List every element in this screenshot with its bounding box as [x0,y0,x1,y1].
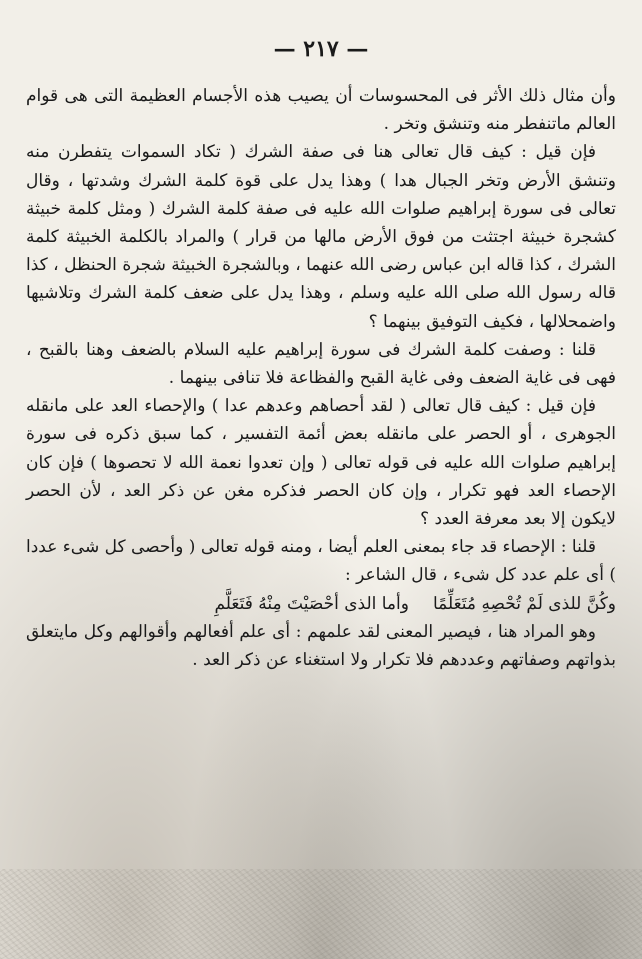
page-number: — ٢١٧ — [273,36,369,62]
page-body [26,82,616,674]
paragraph-1: وأن مثال ذلك الأثر فى المحسوسات أن يصيب هذه الأجسام العظيمة التى هى قوام العالم ماتنفطر منه وتنشق وتخر . [26,86,616,135]
verse-second-hemistich: وأما الذى أحْصَيْتَ مِنْهُ فَتَعَلَّمِ [214,593,409,614]
verse-first-hemistich: وكُنَّ للذى لَمْ تُحْصِهِ مُتَعَلِّمًا [432,593,616,614]
paragraph-2: فإن قيل : كيف قال تعالى هنا فى صفة الشرك ( تكاد السموات يتفطرن منه وتنشق الأرض وتخر الجبال هدا ) وهذا يدل على قوة كلمة الشرك وشدتها ، وقال تعالى فى سورة إبراهيم صلوات الله عليه فى صفة كلمة الشرك ( ومثل كلمة خبيثة كشجرة خبيثة اجتثت من فوق الأرض مالها من قرار ) والمراد بالكلمة الخبيثة كلمة الشرك ، كذا قاله ابن عباس رضى الله عنهما ، وبالشجرة الخبيثة شجرة الحنظل ، كذا قاله رسول الله صلى الله عليه وسلم ، وهذا يدل على ضعف كلمة الشرك وتلاشيها واضمحلالها ، فكيف التوفيق بينهما ؟ [26,142,616,332]
paragraph-5: قلنا : الإحصاء قد جاء بمعنى العلم أيضا ، ومنه قوله تعالى ( وأحصى كل شىء عددا ) أى علم عدد كل شىء ، قال الشاعر : [26,537,616,586]
scan-noise [0,869,642,959]
poetry-verse [26,590,616,618]
paragraph-4: فإن قيل : كيف قال تعالى ( لقد أحصاهم وعدهم عدا ) والإحصاء العد على مانقله الجوهرى ، أو الحصر على مانقله بعض أئمة التفسير ، كما سبق ذكره فى سورة إبراهيم صلوات الله عليه فى قوله تعالى ( وإن تعدوا نعمة الله لا تحصوها ) فإن كان الإحصاء العد فهو تكرار ، وإن كان الحصر فذكره مغن عن ذكر العد ، لأن الحصر لايكون إلا بعد معرفة العدد ؟ [26,396,616,530]
paragraph-6: وهو المراد هنا ، فيصير المعنى لقد علمهم : أى علم أفعالهم وأقوالهم وكل مايتعلق بذواتهم وصفاتهم وعددهم فلا تكرار ولا استغناء عن ذكر العد . [26,621,616,671]
paragraph-3: قلنا : وصفت كلمة الشرك فى سورة إبراهيم عليه السلام بالضعف وهنا بالقبح ، فهى فى غاية الضعف وفى غاية القبح والفظاعة فلا تنافى بينهما . [26,339,616,389]
